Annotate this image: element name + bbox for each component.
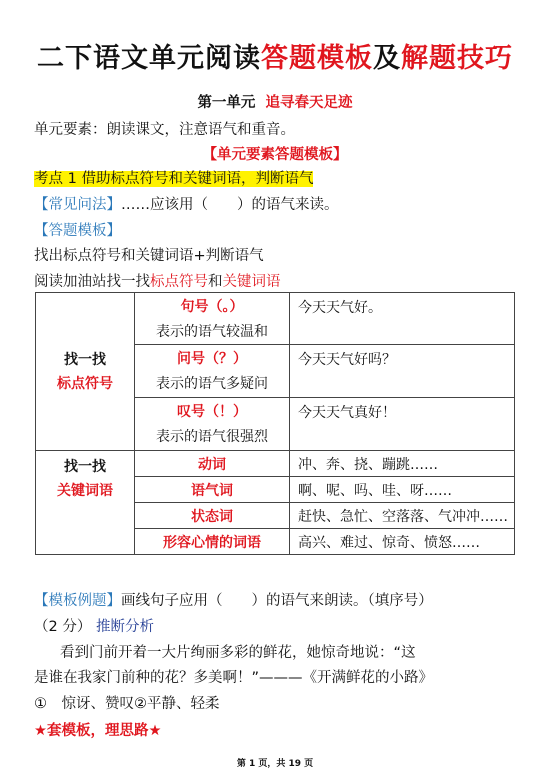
punctuation-desc: 表示的语气较温和 [156, 323, 268, 340]
keyword-type: 语气词 [135, 477, 290, 503]
common-question-text: ……应该用（ ）的语气来读。 [121, 197, 339, 213]
table-row [36, 293, 515, 345]
punctuation-cell [135, 345, 290, 398]
template-label: 【答题模板】 [34, 223, 121, 239]
unit-label: 第一单元 [197, 94, 256, 111]
passage-line-2: 是谁在我家门前种的花？多美啊！”———《开满鲜花的小路》 [34, 670, 434, 686]
keyword-words: 高兴、难过、惊奇、愤怒…… [290, 529, 515, 555]
reading-prefix: 阅读加油站找一找 [34, 274, 150, 290]
point-highlight: 考点 1 借助标点符号和关键词语，判断语气 [34, 171, 314, 187]
keyword-type: 形容心情的词语 [135, 529, 290, 555]
keyword-words: 冲、奔、挠、蹦跳…… [290, 451, 515, 477]
score: （2 分） [34, 619, 92, 635]
example-label: 【模板例题】 [34, 593, 121, 609]
score-line [34, 615, 154, 636]
punctuation-desc: 表示的语气多疑问 [156, 376, 268, 392]
answer-options: ① 惊讶、赞叹②平静、轻柔 [34, 696, 220, 712]
tip-line: ★套模板，理思路★ [34, 723, 162, 739]
punctuation-cell [135, 398, 290, 451]
punctuation-desc: 表示的语气很强烈 [156, 429, 268, 445]
template-text: 找出标点符号和关键词语+判断语气 [34, 248, 264, 264]
group-punctuation-find: 找一找 [64, 351, 106, 368]
reading-line [34, 270, 281, 291]
title-part-4: 解题技巧 [401, 43, 513, 74]
unit-elements: 单元要素：朗读课文，注意语气和重音。 [34, 122, 295, 138]
point-line [34, 167, 313, 188]
keyword-type: 动词 [135, 451, 290, 477]
punctuation-name: 问号（？） [177, 351, 247, 367]
reading-kw1: 标点符号 [150, 274, 208, 290]
reading-and: 和 [208, 274, 223, 290]
group-punctuation [36, 293, 135, 451]
title-part-2: 答题模板 [261, 43, 373, 74]
example-cell: 今天天气好吗？ [290, 345, 515, 398]
section-heading: 【单元要素答题模板】 [202, 147, 348, 163]
keyword-type: 状态词 [135, 503, 290, 529]
unit-theme: 追寻春天足迹 [265, 94, 353, 111]
table-row [36, 451, 515, 477]
page-number: 第 1 页，共 19 页 [236, 759, 314, 769]
example-cell: 今天天气好。 [290, 293, 515, 345]
group-keywords-find: 找一找 [64, 459, 106, 475]
title-part-1: 二下语文单元阅读 [37, 43, 261, 74]
reading-kw2: 关键词语 [222, 274, 281, 290]
group-keywords [36, 451, 135, 555]
group-keywords-label: 关键词语 [57, 483, 113, 499]
answer-table [35, 292, 515, 555]
analysis-label: 推断分析 [95, 619, 154, 635]
punctuation-name: 句号（。） [180, 298, 244, 315]
group-punctuation-label: 标点符号 [57, 375, 113, 392]
example-question [34, 589, 433, 610]
common-question-label: 【常见问法】 [34, 197, 121, 213]
unit-heading [0, 91, 550, 112]
keyword-words: 赶快、急忙、空落落、气冲冲…… [290, 503, 515, 529]
example-question-text: 画线句子应用（ ）的语气来朗读。（填序号） [121, 593, 433, 609]
passage-line-1: 看到门前开着一大片绚丽多彩的鲜花，她惊奇地说：“这 [60, 645, 416, 661]
keyword-words: 啊、呢、吗、哇、呀…… [290, 477, 515, 503]
title-part-3: 及 [373, 43, 401, 74]
punctuation-cell [135, 293, 290, 345]
punctuation-name: 叹号（！） [177, 404, 247, 420]
common-question [34, 193, 339, 214]
page-title [0, 36, 550, 75]
example-cell: 今天天气真好！ [290, 398, 515, 451]
